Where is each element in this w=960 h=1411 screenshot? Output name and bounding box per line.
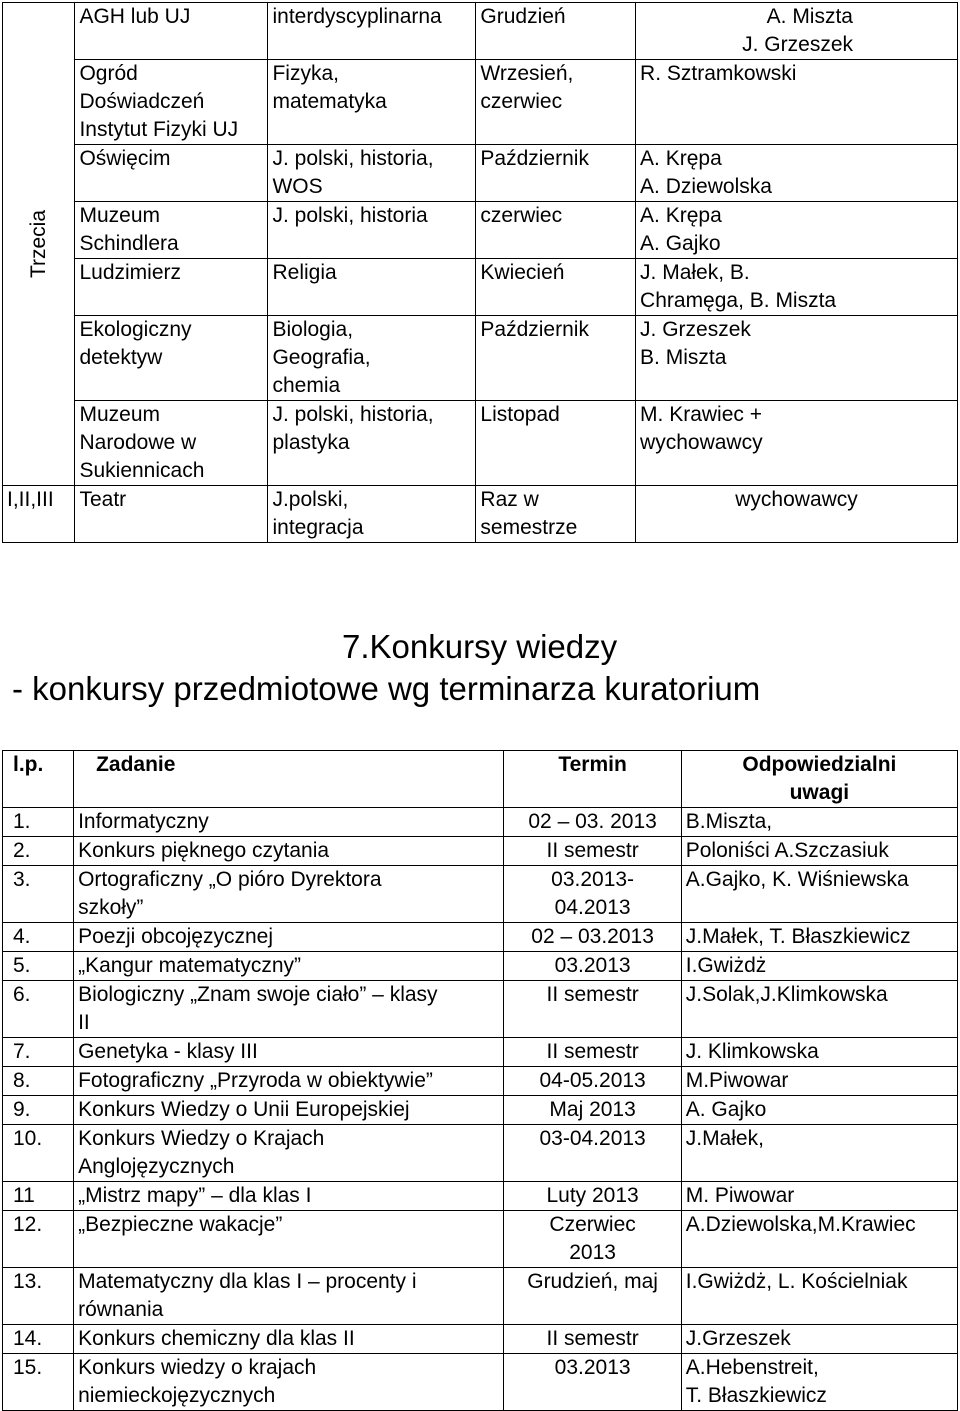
- cell-subject: J. polski, historia, plastyka: [268, 401, 476, 486]
- cell-num: 10.: [3, 1125, 74, 1182]
- cell-task: Konkurs Wiedzy o Krajach Anglojęzycznych: [74, 1125, 504, 1182]
- cell-resp: M.Piwowar: [681, 1067, 957, 1096]
- grade-label: Trzecia: [26, 209, 50, 279]
- cell-date: Luty 2013: [504, 1182, 681, 1211]
- header-date: Termin: [504, 751, 681, 808]
- section-title: 7.Konkursy wiedzy: [342, 628, 618, 665]
- cell-subject: J. polski, historia: [268, 202, 476, 259]
- cell-place: Ogród Doświadczeń Instytut Fizyki UJ: [75, 60, 268, 145]
- cell-date: 03.2013: [504, 1354, 681, 1411]
- cell-num: 1.: [3, 808, 74, 837]
- cell-num: 14.: [3, 1325, 74, 1354]
- cell-task: Matematyczny dla klas I – procenty i równania: [74, 1268, 504, 1325]
- table-row: [3, 1182, 958, 1211]
- cell-num: 9.: [3, 1096, 74, 1125]
- cell-num: 2.: [3, 837, 74, 866]
- cell-subject: interdyscyplinarna: [268, 3, 476, 60]
- cell-resp: B.Miszta,: [681, 808, 957, 837]
- table-row: [3, 3, 958, 60]
- cell-date: II semestr: [504, 1038, 681, 1067]
- contests-table: [2, 750, 958, 1411]
- cell-num: 4.: [3, 923, 74, 952]
- table-row: [3, 1354, 958, 1411]
- table-row: [3, 1211, 958, 1268]
- table-row: [3, 1125, 958, 1182]
- table-row: [3, 1325, 958, 1354]
- grade-cell: [3, 3, 75, 486]
- table-row: [3, 808, 958, 837]
- cell-resp: J.Małek, T. Błaszkiewicz: [681, 923, 957, 952]
- cell-task: Konkurs chemiczny dla klas II: [74, 1325, 504, 1354]
- cell-date: Grudzień: [476, 3, 636, 60]
- table-row: [3, 259, 958, 316]
- cell-subject: J.polski, integracja: [268, 486, 476, 543]
- cell-date: 03.2013- 04.2013: [504, 866, 681, 923]
- cell-num: 8.: [3, 1067, 74, 1096]
- cell-num: 11: [3, 1182, 74, 1211]
- cell-resp: J.Małek,: [681, 1125, 957, 1182]
- cell-task: Biologiczny „Znam swoje ciało” – klasy II: [74, 981, 504, 1038]
- cell-date: Wrzesień, czerwiec: [476, 60, 636, 145]
- section-subtitle: - konkursy przedmiotowe wg terminarza kuratorium: [12, 670, 761, 707]
- cell-task: Fotograficzny „Przyroda w obiektywie”: [74, 1067, 504, 1096]
- table-header-row: [3, 751, 958, 808]
- cell-num: 6.: [3, 981, 74, 1038]
- cell-place: Teatr: [75, 486, 268, 543]
- cell-place: Muzeum Narodowe w Sukiennicach: [75, 401, 268, 486]
- cell-num: 7.: [3, 1038, 74, 1067]
- cell-num: 15.: [3, 1354, 74, 1411]
- table-row: [3, 202, 958, 259]
- header-task: Zadanie: [74, 751, 504, 808]
- header-resp: Odpowiedzialni uwagi: [681, 751, 957, 808]
- table-row: [3, 1038, 958, 1067]
- table-row: [3, 952, 958, 981]
- cell-subject: Religia: [268, 259, 476, 316]
- cell-person: R. Sztramkowski: [636, 60, 958, 145]
- cell-resp: A.Dziewolska,M.Krawiec: [681, 1211, 957, 1268]
- cell-person: M. Krawiec + wychowawcy: [636, 401, 958, 486]
- table-row: [3, 837, 958, 866]
- cell-task: Poezji obcojęzycznej: [74, 923, 504, 952]
- cell-date: 03.2013: [504, 952, 681, 981]
- cell-person: wychowawcy: [636, 486, 958, 543]
- cell-date: II semestr: [504, 1325, 681, 1354]
- cell-person: J. Małek, B. Chramęga, B. Miszta: [636, 259, 958, 316]
- cell-place: Ekologiczny detektyw: [75, 316, 268, 401]
- cell-date: 02 – 03. 2013: [504, 808, 681, 837]
- cell-date: Grudzień, maj: [504, 1268, 681, 1325]
- cell-num: 5.: [3, 952, 74, 981]
- cell-date: Raz w semestrze: [476, 486, 636, 543]
- header-num: l.p.: [3, 751, 74, 808]
- table-row: [3, 981, 958, 1038]
- cell-task: Konkurs Wiedzy o Unii Europejskiej: [74, 1096, 504, 1125]
- cell-subject: J. polski, historia, WOS: [268, 145, 476, 202]
- cell-task: Konkurs pięknego czytania: [74, 837, 504, 866]
- levels-cell: I,II,III: [3, 486, 75, 543]
- cell-date: czerwiec: [476, 202, 636, 259]
- table-row: [3, 60, 958, 145]
- cell-date: Kwiecień: [476, 259, 636, 316]
- cell-date: Październik: [476, 145, 636, 202]
- cell-task: „Kangur matematyczny”: [74, 952, 504, 981]
- cell-resp: I.Gwiżdż: [681, 952, 957, 981]
- table-row: [3, 401, 958, 486]
- cell-resp: M. Piwowar: [681, 1182, 957, 1211]
- cell-resp: J.Solak,J.Klimkowska: [681, 981, 957, 1038]
- cell-person: J. Grzeszek B. Miszta: [636, 316, 958, 401]
- cell-place: Ludzimierz: [75, 259, 268, 316]
- cell-person: A. Miszta J. Grzeszek: [636, 3, 958, 60]
- table-row: [3, 486, 958, 543]
- cell-task: Ortograficzny „O pióro Dyrektora szkoły”: [74, 866, 504, 923]
- cell-task: „Mistrz mapy” – dla klas I: [74, 1182, 504, 1211]
- cell-task: Informatyczny: [74, 808, 504, 837]
- cell-date: 02 – 03.2013: [504, 923, 681, 952]
- table-row: [3, 1096, 958, 1125]
- cell-date: II semestr: [504, 981, 681, 1038]
- cell-task: Genetyka - klasy III: [74, 1038, 504, 1067]
- cell-place: Muzeum Schindlera: [75, 202, 268, 259]
- cell-resp: I.Gwiżdż, L. Kościelniak: [681, 1268, 957, 1325]
- table-row: [3, 923, 958, 952]
- cell-date: Czerwiec 2013: [504, 1211, 681, 1268]
- cell-resp: J. Klimkowska: [681, 1038, 957, 1067]
- cell-place: Oświęcim: [75, 145, 268, 202]
- cell-resp: J.Grzeszek: [681, 1325, 957, 1354]
- table-row: [3, 1067, 958, 1096]
- cell-date: Październik: [476, 316, 636, 401]
- trips-table: [2, 2, 958, 543]
- cell-subject: Biologia, Geografia, chemia: [268, 316, 476, 401]
- cell-resp: A.Hebenstreit, T. Błaszkiewicz: [681, 1354, 957, 1411]
- cell-subject: Fizyka, matematyka: [268, 60, 476, 145]
- cell-date: Listopad: [476, 401, 636, 486]
- cell-date: 03-04.2013: [504, 1125, 681, 1182]
- cell-place: AGH lub UJ: [75, 3, 268, 60]
- cell-person: A. Krępa A. Dziewolska: [636, 145, 958, 202]
- cell-task: Konkurs wiedzy o krajach niemieckojęzycznych: [74, 1354, 504, 1411]
- cell-num: 3.: [3, 866, 74, 923]
- cell-resp: A.Gajko, K. Wiśniewska: [681, 866, 957, 923]
- cell-resp: Poloniści A.Szczasiuk: [681, 837, 957, 866]
- table-row: [3, 1268, 958, 1325]
- cell-date: II semestr: [504, 837, 681, 866]
- cell-date: Maj 2013: [504, 1096, 681, 1125]
- table-row: [3, 866, 958, 923]
- table-row: [3, 316, 958, 401]
- table-row: [3, 145, 958, 202]
- cell-num: 12.: [3, 1211, 74, 1268]
- cell-person: A. Krępa A. Gajko: [636, 202, 958, 259]
- cell-resp: A. Gajko: [681, 1096, 957, 1125]
- cell-date: 04-05.2013: [504, 1067, 681, 1096]
- cell-num: 13.: [3, 1268, 74, 1325]
- cell-task: „Bezpieczne wakacje”: [74, 1211, 504, 1268]
